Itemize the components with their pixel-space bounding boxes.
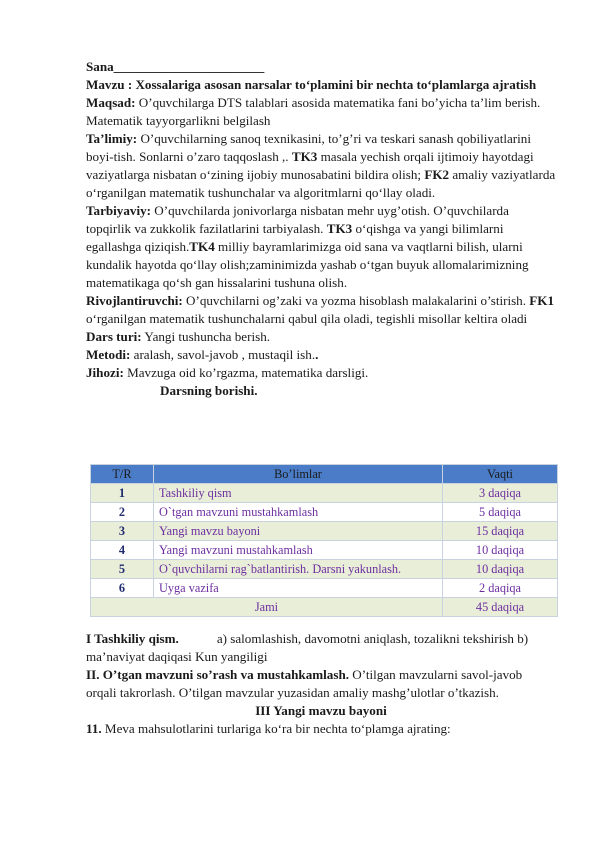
table-total-row — [91, 598, 558, 617]
table-title: Darsning borishi. — [160, 383, 258, 398]
header-sections: Bo’limlar — [154, 465, 443, 484]
row-time: 5 daqiqa — [443, 503, 558, 522]
upbringing-goal: Tarbiyaviy: O’quvchilarda jonivorlarga nisbatan mehr uyg’otish. O’quvchilarda topqirlik va zukkolik fazilatlarini tarbiyalash. TK3 o‘qishga va yangi bilimlarni egallashga qiziqish.TK4 milliy bayramlarimizga oid sana va vaqtlarni bilish, ularni kundalik hayotda qo‘llay olish;zaminimizda yashab o‘tgan buyuk allomalarimizning matematikaga qo‘sh gan hissalarini tushuna olish. — [86, 203, 529, 290]
table-header-row — [91, 465, 558, 484]
row-name: O`quvchilarni rag`batlantirish. Darsni yakunlash. — [154, 560, 443, 579]
row-time: 15 daqiqa — [443, 522, 558, 541]
header-num: T/R — [91, 465, 154, 484]
row-name: Yangi mavzu bayoni — [154, 522, 443, 541]
row-num: 5 — [91, 560, 154, 579]
row-time: 2 daqiqa — [443, 579, 558, 598]
table-row — [91, 579, 558, 598]
table-row — [91, 503, 558, 522]
goal-line: Maqsad: O’quvchilarga DTS talablari asosida matematika fani bo’yicha ta’lim berish. Matematik tayyorgarlikni belgilash — [86, 95, 541, 128]
row-num: 6 — [91, 579, 154, 598]
row-num: 4 — [91, 541, 154, 560]
row-time: 3 daqiqa — [443, 484, 558, 503]
lesson-type-line: Dars turi: Yangi tushuncha berish. — [86, 329, 271, 344]
table-row — [91, 560, 558, 579]
table-row — [91, 522, 558, 541]
date-line: Sana_______________________ — [86, 59, 265, 74]
topic-line: Mavzu : Xossalariga asosan narsalar to‘plamini bir nechta to‘plamlarga ajratish — [86, 77, 537, 92]
total-time: 45 daqiqa — [443, 598, 558, 617]
task-line: 11. Meva mahsulotlarini turlariga ko‘ra bir nechta to‘plamga ajrating: — [86, 721, 451, 736]
section-new-topic: III Yangi mavzu bayoni — [255, 703, 387, 718]
row-name: Yangi mavzuni mustahkamlash — [154, 541, 443, 560]
row-num: 1 — [91, 484, 154, 503]
row-num: 3 — [91, 522, 154, 541]
lesson-header — [86, 58, 556, 400]
developmental-goal: Rivojlantiruvchi: O’quvchilarni og’zaki va yozma hisoblash malakalarini o’stirish. FK1 o‘rganilgan matematik tushunchalarni qabul qila oladi, tegishli misollar keltira oladi — [86, 293, 555, 326]
lesson-body — [86, 630, 556, 738]
total-label: Jami — [91, 598, 443, 617]
section-review: II. O’tgan mavzuni so’rash va mustahkamlash. O’tilgan mavzularni savol-javob orqali takrorlash. O’tilgan mavzular yuzasidan amaliy mashg’ulotlar o’tkazish. — [86, 667, 523, 700]
header-time: Vaqti — [443, 465, 558, 484]
table-row — [91, 484, 558, 503]
row-name: O`tgan mavzuni mustahkamlash — [154, 503, 443, 522]
row-time: 10 daqiqa — [443, 560, 558, 579]
row-name: Tashkiliy qism — [154, 484, 443, 503]
equipment-line: Jihozi: Mavzuga oid ko’rgazma, matematika darsligi. — [86, 365, 369, 380]
row-num: 2 — [91, 503, 154, 522]
educational-goal: Ta’limiy: O’quvchilarning sanoq texnikasini, to’g’ri va teskari sanash qobiliyatlarini boyi-tish. Sonlarni o’zaro taqqoslash ,. TK3 masala yechish orqali ijtimoiy hayotdagi vaziyatlarga nisbatan o‘zining ijobiy munosabatini bildira olish; FK2 amaliy vaziyatlarda o‘rganilgan matematik tushunchalar va algoritmlarni qo‘llay oladi. — [86, 131, 556, 200]
method-line: Metodi: aralash, savol-javob , mustaqil ish.. — [86, 347, 319, 362]
lesson-plan-table — [90, 464, 558, 617]
row-time: 10 daqiqa — [443, 541, 558, 560]
table-row — [91, 541, 558, 560]
section-organizational: I Tashkiliy qism. a) salomlashish, davomotni aniqlash, tozalikni tekshirish b) ma’naviyat daqiqasi Kun yangiligi — [86, 631, 529, 664]
row-name: Uyga vazifa — [154, 579, 443, 598]
